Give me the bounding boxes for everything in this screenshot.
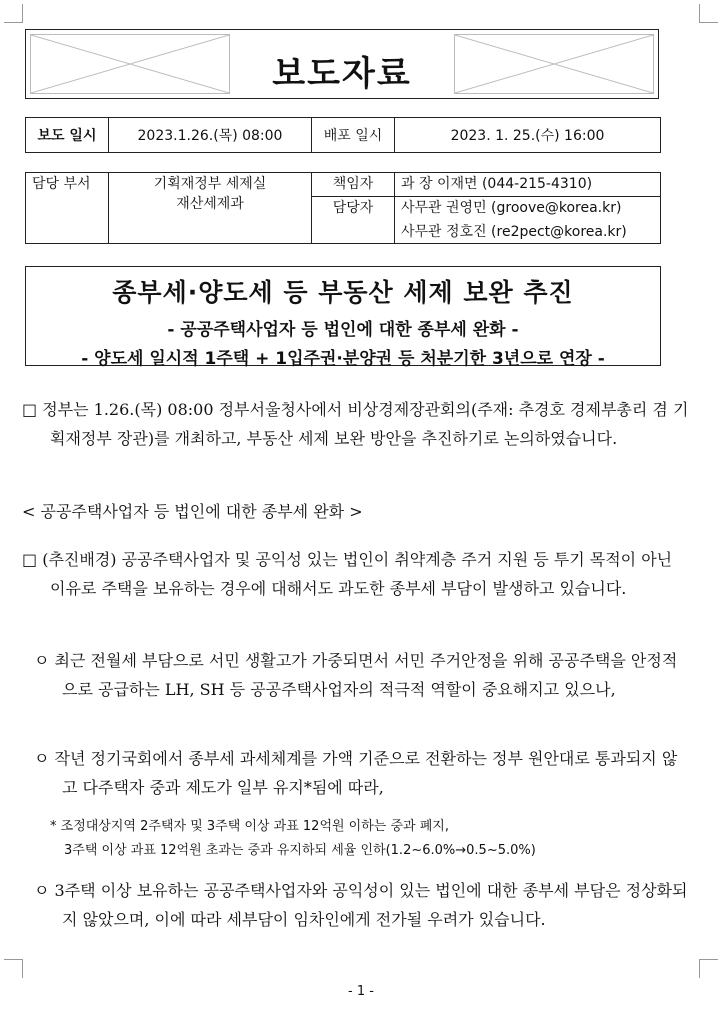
page-number: - 1 - [348,984,374,999]
manager-label: 책임자 [312,173,395,197]
footnote-2: 3주택 이상 과표 12억원 초과는 중과 유지하되 세율 인하(1.2~6.0%→0.5~5.0%) [64,843,536,858]
crop-mark-top-right [699,4,718,23]
headline-sub1: - 공공주택사업자 등 법인에 대한 종부세 완화 - [167,320,519,340]
report-date-label: 보도 일시 [26,118,109,153]
crop-mark-bottom-left [4,959,23,978]
title-box [25,29,659,99]
page-title: 보도자료 [272,54,412,94]
headline-box [25,266,661,369]
staff-2: 사무관 정호진 (re2pect@korea.kr) [401,224,627,240]
paragraph-5: ㅇ 3주택 이상 보유하는 공공주택사업자와 공익성이 있는 법인에 대한 종부세 부담은 정상화되지 않았으며, 이에 따라 세부담이 임차인에게 전가될 우려가 있습니다. [34,881,688,929]
staff-1: 사무관 권영민 (groove@korea.kr) [401,200,622,216]
paragraph-3: ㅇ 최근 전월세 부담으로 서민 생활고가 가중되면서 서민 주거안정을 위해 공공주택을 안정적으로 공급하는 LH, SH 등 공공주택사업자의 적극적 역할이 중요해지고 있으나, [34,651,678,699]
dept-line2: 재산세제과 [176,196,244,212]
distribute-date-value: 2023. 1. 25.(수) 16:00 [395,118,661,153]
headline-main: 종부세·양도세 등 부동산 세제 보완 추진 [112,278,574,307]
report-date-value: 2023.1.26.(목) 08:00 [109,118,312,153]
paragraph-4: ㅇ 작년 정기국회에서 종부세 과세체계를 가액 기준으로 전환하는 정부 원안대로 통과되지 않고 다주택자 중과 제도가 일부 유지*됨에 따라, [34,749,678,797]
dept-value [109,173,312,244]
crop-mark-bottom-right [699,959,718,978]
footnote-1: * 조정대상지역 2주택자 및 3주택 이상 과표 12억원 이하는 중과 폐지, [50,819,449,834]
headline-sub2: - 양도세 일시적 1주택 + 1입주권·분양권 등 처분기한 3년으로 연장 - [81,349,605,369]
manager-value: 과 장 이재면 (044-215-4310) [395,173,661,197]
section-heading: < 공공주택사업자 등 법인에 대한 종부세 완화 > [22,502,363,521]
dept-label: 담당 부서 [26,173,109,244]
staff-label: 담당자 [312,197,395,244]
staff-values [395,197,661,244]
distribute-date-label: 배포 일시 [312,118,395,153]
dept-line1: 기획재정부 세제실 [153,176,267,192]
paragraph-1: □ 정부는 1.26.(목) 08:00 정부서울청사에서 비상경제장관회의(주재: 추경호 경제부총리 겸 기획재정부 장관)를 개최하고, 부동산 세제 보완 방안을 추진하기로 논의하였습니다. [22,400,689,448]
paragraph-2: □ (추진배경) 공공주택사업자 및 공익성 있는 법인이 취약계층 주거 지원 등 투기 목적이 아닌 이유로 주택을 보유하는 경우에 대해서도 과도한 종부세 부담이 발생하고 있습니다. [22,550,673,598]
crop-mark-top-left [4,4,23,23]
contact-table [25,172,661,244]
release-table [25,117,661,153]
